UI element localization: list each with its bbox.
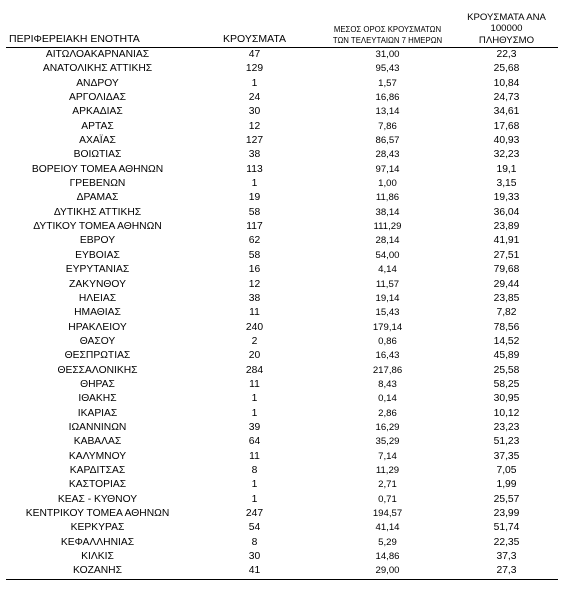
cell-region: ΔΥΤΙΚΗΣ ΑΤΤΙΚΗΣ xyxy=(53,206,142,218)
cell-cases: 39 xyxy=(248,421,261,433)
cell-region: ΚΑΣΤΟΡΙΑΣ xyxy=(68,479,127,491)
cell-cases: 117 xyxy=(246,221,263,233)
data-table xyxy=(6,11,558,580)
cell-cases: 240 xyxy=(245,321,264,333)
cell-region: ΔΡΑΜΑΣ xyxy=(76,192,119,204)
cell-rate-per-100k: 19,1 xyxy=(496,163,517,175)
cell-cases: 64 xyxy=(248,436,261,448)
table-row xyxy=(6,421,558,435)
table-row xyxy=(6,306,558,320)
table-row xyxy=(6,48,558,62)
cell-7day-average: 35,29 xyxy=(375,436,400,448)
cell-7day-average: 14,86 xyxy=(375,551,400,563)
cell-cases: 41 xyxy=(248,565,261,577)
cell-region: ΚΑΒΑΛΑΣ xyxy=(73,436,122,448)
table-row xyxy=(6,364,558,378)
cell-rate-per-100k: 34,61 xyxy=(493,106,520,118)
cell-cases: 1 xyxy=(251,77,258,89)
table-row xyxy=(6,536,558,550)
cell-rate-per-100k: 29,44 xyxy=(493,278,520,290)
cell-cases: 11 xyxy=(249,450,260,462)
cell-rate-per-100k: 25,57 xyxy=(493,493,520,505)
cell-cases: 20 xyxy=(248,350,261,362)
cell-cases: 1 xyxy=(251,479,258,491)
cell-cases: 62 xyxy=(248,235,261,247)
table-row xyxy=(6,234,558,248)
table-row xyxy=(6,407,558,421)
cell-cases: 30 xyxy=(248,551,261,563)
cell-cases: 2 xyxy=(251,335,258,347)
cell-rate-per-100k: 51,23 xyxy=(493,436,520,448)
cell-rate-per-100k: 14,52 xyxy=(493,335,520,347)
cell-7day-average: 111,29 xyxy=(373,221,402,233)
cell-7day-average: 31,00 xyxy=(375,49,400,60)
table-row xyxy=(6,77,558,91)
cell-region: ΑΝΔΡΟΥ xyxy=(76,77,119,89)
cell-7day-average: 7,14 xyxy=(378,450,397,462)
table-row xyxy=(6,464,558,478)
cell-rate-per-100k: 7,05 xyxy=(496,464,517,476)
cell-7day-average: 0,71 xyxy=(378,493,397,505)
cell-region: ΙΘΑΚΗΣ xyxy=(78,393,117,405)
cell-rate-per-100k: 23,89 xyxy=(493,221,520,233)
cell-7day-average: 194,57 xyxy=(372,508,403,519)
cell-rate-per-100k: 7,82 xyxy=(496,307,517,319)
cell-region: ΑΡΓΟΛΙΔΑΣ xyxy=(68,92,127,104)
cell-region: ΑΡΤΑΣ xyxy=(81,120,114,132)
cell-rate-per-100k: 51,74 xyxy=(493,522,520,534)
cell-7day-average: 2,86 xyxy=(378,407,397,419)
cell-rate-per-100k: 40,93 xyxy=(493,135,520,147)
cell-region: ΙΩΑΝΝΙΝΩΝ xyxy=(68,421,127,433)
cell-cases: 30 xyxy=(248,106,261,118)
cell-region: ΘΑΣΟΥ xyxy=(79,335,116,347)
cell-rate-per-100k: 37,3 xyxy=(496,551,517,563)
cell-cases: 8 xyxy=(251,464,258,476)
cell-cases: 8 xyxy=(251,536,258,548)
table-row xyxy=(6,478,558,492)
table-row xyxy=(6,206,558,220)
cell-cases: 127 xyxy=(245,135,264,147)
header-region: ΠΕΡΙΦΕΡΕΙΑΚΗ ΕΝΟΤΗΤΑ xyxy=(9,33,140,45)
cell-rate-per-100k: 30,95 xyxy=(493,393,520,405)
table-header xyxy=(6,11,558,48)
cell-cases: 1 xyxy=(251,493,258,505)
cell-rate-per-100k: 27,3 xyxy=(496,565,517,577)
table-row xyxy=(6,120,558,134)
cell-7day-average: 41,14 xyxy=(375,522,400,534)
cell-rate-per-100k: 10,84 xyxy=(493,77,520,89)
cell-region: ΑΡΚΑΔΙΑΣ xyxy=(72,106,123,118)
cell-7day-average: 97,14 xyxy=(375,163,400,175)
cell-7day-average: 8,43 xyxy=(378,378,397,390)
cell-7day-average: 11,57 xyxy=(375,278,400,290)
cell-7day-average: 11,86 xyxy=(375,192,400,204)
cell-region: ΚΑΛΥΜΝΟΥ xyxy=(68,450,127,462)
cell-region: ΗΡΑΚΛΕΙΟΥ xyxy=(68,321,127,333)
cell-7day-average: 179,14 xyxy=(372,321,403,333)
table-row xyxy=(6,321,558,335)
cell-7day-average: 28,43 xyxy=(375,149,400,161)
cell-region: ΘΗΡΑΣ xyxy=(80,378,115,390)
table-row xyxy=(6,163,558,177)
cell-region: ΔΥΤΙΚΟΥ ΤΟΜΕΑ ΑΘΗΝΩΝ xyxy=(33,221,162,233)
cell-region: ΚΟΖΑΝΗΣ xyxy=(73,565,122,577)
table-row xyxy=(6,134,558,148)
cell-rate-per-100k: 24,73 xyxy=(493,92,520,104)
cell-rate-per-100k: 78,56 xyxy=(493,321,520,333)
cell-cases: 12 xyxy=(248,278,261,290)
cell-cases: 38 xyxy=(248,149,261,161)
cell-region: ΕΥΡΥΤΑΝΙΑΣ xyxy=(65,264,130,276)
cell-rate-per-100k: 41,91 xyxy=(493,235,520,247)
table-row xyxy=(6,91,558,105)
cell-7day-average: 13,14 xyxy=(375,106,400,118)
cell-cases: 113 xyxy=(246,163,263,175)
cell-rate-per-100k: 19,33 xyxy=(493,192,520,204)
cell-cases: 1 xyxy=(251,407,258,419)
cell-rate-per-100k: 17,68 xyxy=(493,120,520,132)
cell-cases: 1 xyxy=(251,393,258,405)
cell-cases: 47 xyxy=(248,49,261,60)
cell-cases: 58 xyxy=(248,249,261,261)
table-row xyxy=(6,392,558,406)
cell-7day-average: 7,86 xyxy=(378,120,397,132)
table-row xyxy=(6,278,558,292)
table-row xyxy=(6,191,558,205)
cell-region: ΑΝΑΤΟΛΙΚΗΣ ΑΤΤΙΚΗΣ xyxy=(42,63,153,75)
table-row xyxy=(6,105,558,119)
cell-7day-average: 0,14 xyxy=(378,393,397,405)
cell-7day-average: 38,14 xyxy=(375,206,400,218)
table-row xyxy=(6,220,558,234)
cell-region: ΚΙΛΚΙΣ xyxy=(81,551,114,563)
cell-rate-per-100k: 1,99 xyxy=(496,479,517,491)
cell-rate-per-100k: 79,68 xyxy=(493,264,520,276)
table-row xyxy=(6,450,558,464)
cell-7day-average: 28,14 xyxy=(375,235,400,247)
cell-region: ΑΧΑΪΑΣ xyxy=(79,135,116,147)
table-row xyxy=(6,177,558,191)
table-row xyxy=(6,148,558,162)
cell-cases: 24 xyxy=(248,92,261,104)
header-7day-average-line1: ΜΕΣΟΣ ΟΡΟΣ ΚΡΟΥΣΜΑΤΩΝ xyxy=(333,25,442,34)
cell-7day-average: 5,29 xyxy=(378,536,397,548)
cell-rate-per-100k: 10,12 xyxy=(493,407,520,419)
cell-rate-per-100k: 22,3 xyxy=(496,49,517,60)
cell-7day-average: 1,57 xyxy=(378,77,397,89)
header-7day-average-line2: ΤΩΝ ΤΕΛΕΥΤΑΙΩΝ 7 ΗΜΕΡΩΝ xyxy=(332,36,443,45)
cell-rate-per-100k: 25,68 xyxy=(493,63,520,75)
cell-cases: 1 xyxy=(251,178,258,190)
header-cases: ΚΡΟΥΣΜΑΤΑ xyxy=(223,33,286,45)
cell-7day-average: 4,14 xyxy=(378,264,397,276)
cell-rate-per-100k: 36,04 xyxy=(493,206,520,218)
cell-region: ΕΒΡΟΥ xyxy=(79,235,116,247)
cell-region: ΒΟΙΩΤΙΑΣ xyxy=(73,149,122,161)
table-body xyxy=(6,48,558,580)
cell-cases: 129 xyxy=(245,63,264,75)
cell-cases: 247 xyxy=(245,508,264,519)
cell-region: ΚΕΝΤΡΙΚΟΥ ΤΟΜΕΑ ΑΘΗΝΩΝ xyxy=(25,508,170,519)
cell-7day-average: 19,14 xyxy=(375,292,400,304)
cell-region: ΓΡΕΒΕΝΩΝ xyxy=(69,178,126,190)
cell-cases: 54 xyxy=(248,522,261,534)
cell-rate-per-100k: 3,15 xyxy=(496,178,517,190)
table-row xyxy=(6,564,558,578)
cell-cases: 284 xyxy=(245,364,264,376)
cell-7day-average: 0,86 xyxy=(378,335,397,347)
cell-cases: 58 xyxy=(248,206,261,218)
header-7day-average xyxy=(320,24,455,47)
cell-rate-per-100k: 37,35 xyxy=(493,450,520,462)
cell-rate-per-100k: 25,58 xyxy=(493,364,520,376)
table-row xyxy=(6,292,558,306)
cell-7day-average: 15,43 xyxy=(375,307,400,319)
cell-region: ΚΕΡΚΥΡΑΣ xyxy=(70,522,125,534)
cell-region: ΚΕΑΣ - ΚΥΘΝΟΥ xyxy=(57,493,138,505)
cell-7day-average: 86,57 xyxy=(375,135,400,147)
cell-rate-per-100k: 45,89 xyxy=(493,350,520,362)
cell-region: ΑΙΤΩΛΟΑΚΑΡΝΑΝΙΑΣ xyxy=(45,49,150,60)
cell-region: ΘΕΣΠΡΩΤΙΑΣ xyxy=(64,350,131,362)
cell-rate-per-100k: 27,51 xyxy=(493,249,520,261)
cell-region: ΗΜΑΘΙΑΣ xyxy=(74,307,121,319)
header-rate-line1: ΚΡΟΥΣΜΑΤΑ ΑΝΑ 100000 xyxy=(467,11,546,34)
cell-rate-per-100k: 32,23 xyxy=(493,149,520,161)
cell-7day-average: 11,29 xyxy=(375,464,400,476)
cell-region: ΕΥΒΟΙΑΣ xyxy=(75,249,120,261)
cell-7day-average: 54,00 xyxy=(375,249,400,261)
cell-rate-per-100k: 23,85 xyxy=(493,292,520,304)
cell-region: ΗΛΕΙΑΣ xyxy=(78,292,117,304)
cell-7day-average: 1,00 xyxy=(378,178,397,190)
table-row xyxy=(6,62,558,76)
cell-cases: 16 xyxy=(248,264,261,276)
cell-region: ΒΟΡΕΙΟΥ ΤΟΜΕΑ ΑΘΗΝΩΝ xyxy=(31,163,164,175)
cell-7day-average: 16,43 xyxy=(375,350,400,362)
cell-cases: 12 xyxy=(248,120,261,132)
cell-7day-average: 217,86 xyxy=(372,364,403,376)
cell-region: ΖΑΚΥΝΘΟΥ xyxy=(69,278,126,290)
cell-cases: 11 xyxy=(249,307,260,319)
cell-7day-average: 95,43 xyxy=(375,63,400,75)
cell-region: ΙΚΑΡΙΑΣ xyxy=(77,407,118,419)
cell-rate-per-100k: 58,25 xyxy=(493,378,520,390)
cell-cases: 38 xyxy=(248,292,261,304)
table-row xyxy=(6,507,558,521)
table-row xyxy=(6,349,558,363)
cell-region: ΚΑΡΔΙΤΣΑΣ xyxy=(69,464,126,476)
cell-7day-average: 29,00 xyxy=(375,565,400,577)
header-rate-per-100k xyxy=(455,12,558,48)
cell-7day-average: 2,71 xyxy=(378,479,397,491)
cell-region: ΘΕΣΣΑΛΟΝΙΚΗΣ xyxy=(57,364,138,376)
cell-rate-per-100k: 23,23 xyxy=(493,421,520,433)
table-row xyxy=(6,493,558,507)
table-row xyxy=(6,521,558,535)
table-row xyxy=(6,378,558,392)
table-row xyxy=(6,249,558,263)
cell-7day-average: 16,29 xyxy=(375,421,400,433)
cell-cases: 11 xyxy=(249,378,260,390)
cell-rate-per-100k: 23,99 xyxy=(493,508,520,519)
table-row xyxy=(6,435,558,449)
cell-cases: 19 xyxy=(248,192,261,204)
table-row xyxy=(6,263,558,277)
table-row xyxy=(6,335,558,349)
header-rate-line2: ΠΛΗΘΥΣΜΟ xyxy=(478,34,535,46)
cell-rate-per-100k: 22,35 xyxy=(493,536,520,548)
cell-7day-average: 16,86 xyxy=(375,92,400,104)
table-row xyxy=(6,550,558,564)
cell-region: ΚΕΦΑΛΛΗΝΙΑΣ xyxy=(60,536,135,548)
